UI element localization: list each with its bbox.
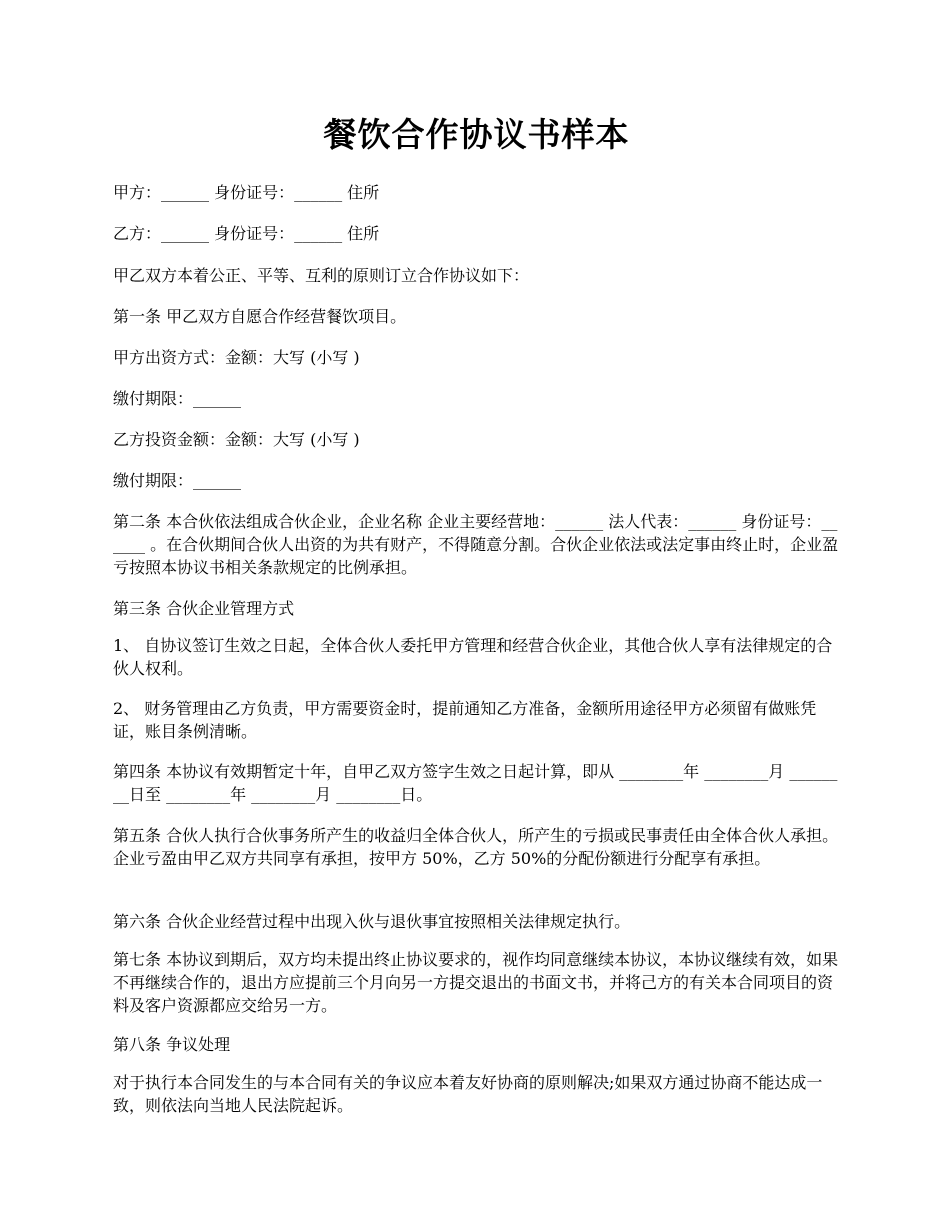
article-1: 第一条 甲乙双方自愿合作经营餐饮项目。 [113, 307, 407, 326]
article-8-body: 对于执行本合同发生的与本合同有关的争议应本着友好协商的原则解决;如果双方通过协商不能达成一致，则依法向当地人民法院起诉。 [113, 1073, 823, 1115]
party-b-line: 乙方：______ 身份证号：______ 住所 [113, 224, 380, 243]
article-3-heading: 第三条 合伙企业管理方式 [113, 599, 295, 618]
article-5: 第五条 合伙人执行合伙事务所产生的收益归全体合伙人，所产生的亏损或民事责任由全体合伙人承担。企业亏盈由甲乙双方共同享有承担，按甲方 50%，乙方 50%的分配份额进行分配享有承担。 [113, 826, 839, 868]
article-4: 第四条 本协议有效期暂定十年，自甲乙双方签字生效之日起计算，即从 ________年 ________月 ________日至 ________年 ________月 ________日。 [113, 762, 838, 804]
article-3-item-2: 2、 财务管理由乙方负责，甲方需要资金时，提前通知乙方准备，金额所用途径甲方必须留有做账凭证，账目条例清晰。 [113, 699, 817, 741]
article-8-heading: 第八条 争议处理 [113, 1035, 231, 1054]
party-a-line: 甲方：______ 身份证号：______ 住所 [113, 183, 380, 202]
party-a-investment: 甲方出资方式：金额：大写 (小写 ) [113, 348, 360, 367]
party-b-investment: 乙方投资金额：金额：大写 (小写 ) [113, 430, 360, 449]
preamble: 甲乙双方本着公正、平等、互利的原则订立合作协议如下： [113, 266, 530, 285]
party-a-payment-deadline: 缴付期限：______ [113, 389, 242, 408]
article-3-item-1: 1、 自协议签订生效之日起，全体合伙人委托甲方管理和经营合伙企业，其他合伙人享有法律规定的合伙人权利。 [113, 636, 833, 678]
party-b-payment-deadline: 缴付期限：______ [113, 471, 242, 490]
document-title: 餐饮合作协议书样本 [323, 115, 630, 154]
article-7: 第七条 本协议到期后，双方均未提出终止协议要求的，视作均同意继续本协议，本协议继续有效，如果不再继续合作的，退出方应提前三个月向另一方提交退出的书面文书，并将己方的有关本合同项目的资料及客户资源都应交给另一方。 [113, 950, 839, 1015]
article-2: 第二条 本合伙依法组成合伙企业，企业名称 企业主要经营地：______ 法人代表：______ 身份证号：______ 。在合伙期间合伙人出资的为共有财产，不得随意分割。合伙企业依法或法定事由终止时，企业盈亏按照本协议书相关条款规定的比例承担。 [113, 512, 839, 577]
article-6: 第六条 合伙企业经营过程中出现入伙与退伙事宜按照相关法律规定执行。 [113, 912, 631, 931]
